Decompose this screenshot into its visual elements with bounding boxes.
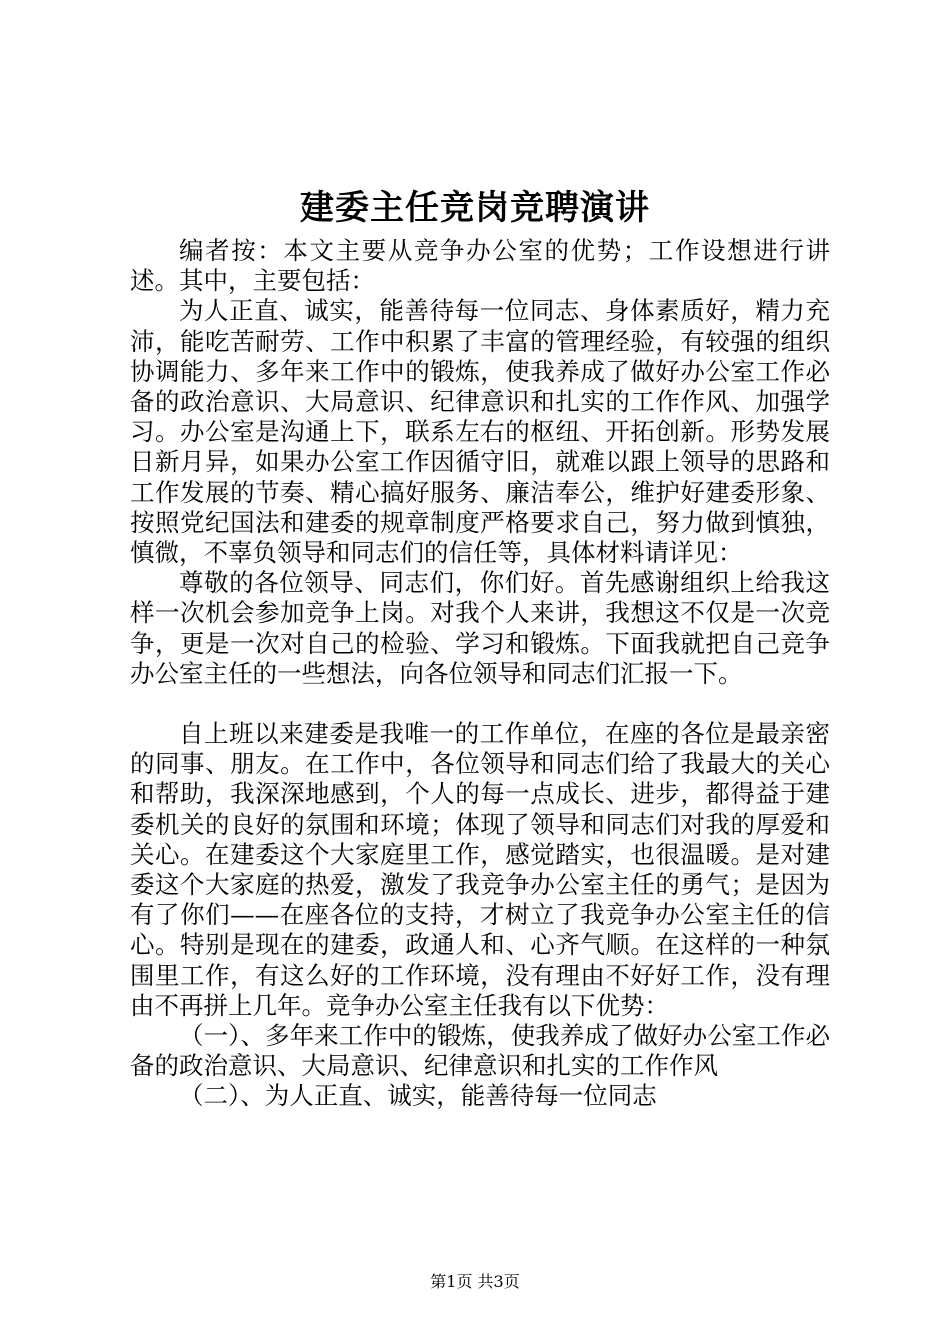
document-body bbox=[130, 236, 830, 1112]
paragraph-background: 自上班以来建委是我唯一的工作单位，在座的各位是最亲密的同事、朋友。在工作中，各位领导和同志们给了我最大的关心和帮助，我深深地感到，个人的每一点成长、进步，都得益于建委机关的良好的氛围和环境；体现了领导和同志们对我的厚爱和关心。在建委这个大家庭里工作，感觉踏实，也很温暖。是对建委这个大家庭的热爱，激发了我竞争办公室主任的勇气；是因为有了你们——在座各位的支持，才树立了我竞争办公室主任的信心。特别是现在的建委，政通人和、心齐气顺。在这样的一种氛围里工作，有这么好的工作环境，没有理由不好好工作，没有理由不再拼上几年。竞争办公室主任我有以下优势： bbox=[130, 719, 830, 1020]
document-title: 建委主任竞岗竞聘演讲 bbox=[300, 188, 650, 228]
paragraph-greeting: 尊敬的各位领导、同志们，你们好。首先感谢组织上给我这样一次机会参加竞争上岗。对我个人来讲，我想这不仅是一次竞争，更是一次对自己的检验、学习和锻炼。下面我就把自己竞争办公室主任的一些想法，向各位领导和同志们汇报一下。 bbox=[130, 568, 830, 688]
paragraph-advantage-1: （一）、多年来工作中的锻炼，使我养成了做好办公室工作必备的政治意识、大局意识、纪律意识和扎实的工作作风 bbox=[130, 1021, 830, 1081]
page-number-footer: 第1页 共3页 bbox=[430, 1272, 520, 1291]
paragraph-advantage-2: （二）、为人正直、诚实，能善待每一位同志 bbox=[179, 1081, 657, 1111]
paragraph-editor-note: 编者按：本文主要从竞争办公室的优势；工作设想进行讲述。其中，主要包括： bbox=[130, 236, 830, 296]
paragraph-summary: 为人正直、诚实，能善待每一位同志、身体素质好，精力充沛，能吃苦耐劳、工作中积累了丰富的管理经验，有较强的组织协调能力、多年来工作中的锻炼，使我养成了做好办公室工作必备的政治意识、大局意识、纪律意识和扎实的工作作风、加强学习。办公室是沟通上下，联系左右的枢纽、开拓创新。形势发展日新月异，如果办公室工作因循守旧，就难以跟上领导的思路和工作发展的节奏、精心搞好服务、廉洁奉公，维护好建委形象、按照党纪国法和建委的规章制度严格要求自己，努力做到慎独，慎微，不辜负领导和同志们的信任等，具体材料请详见： bbox=[130, 296, 830, 568]
